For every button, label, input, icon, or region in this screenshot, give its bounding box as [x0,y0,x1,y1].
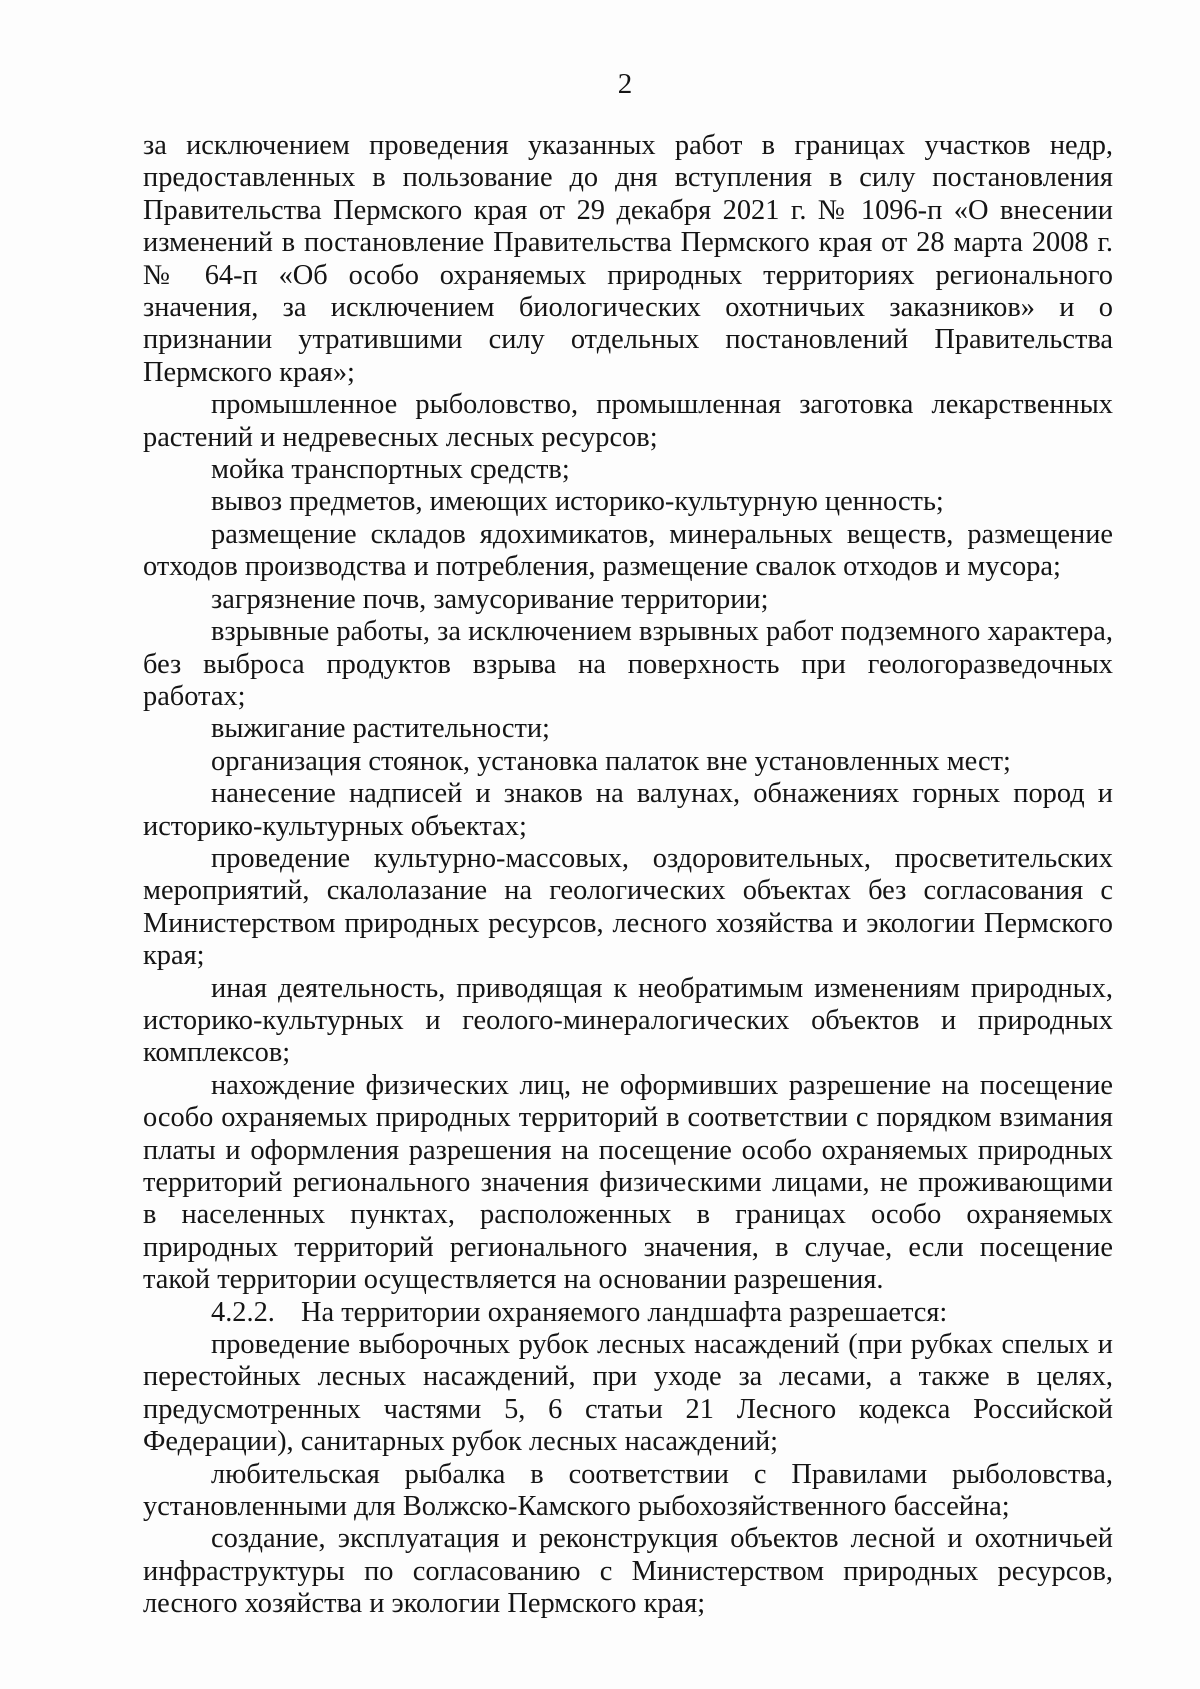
paragraph-camping: организация стоянок, установка палаток вне установленных мест; [211,745,1011,777]
paragraph-visitor-permits: нахождение физических лиц, не оформивших разрешение на посещение особо охраняемых природных территорий в соответствии с порядком взимания платы и оформления разрешения на посещение особо охраняемых природных территорий регионального значения физическими лицами, не проживающими в населенных пунктах, расположенных в границах особо охраняемых природных территорий регионального значения, в случае, если посещение такой территории осуществляется на основании разрешения. [143,1069,1113,1296]
clause-number: 4.2.2. [211,1296,275,1328]
paragraph-burning: выжигание растительности; [211,713,550,745]
clause-heading [143,1297,1113,1329]
page-number: 2 [617,68,633,100]
paragraph-vehicle-washing: мойка транспортных средств; [211,454,570,486]
paragraph-other-activity: иная деятельность, приводящая к необратимым изменениям природных, историко-культурных и геолого-минералогических объектов и природных комплексов; [143,972,1113,1069]
paragraph-blasting: взрывные работы, за исключением взрывных работ подземного характера, без выброса продуктов взрыва на поверхность при геологоразведочных работах; [143,616,1113,712]
paragraph-waste-storage: размещение складов ядохимикатов, минеральных веществ, размещение отходов производства и потребления, размещение свалок отходов и мусора; [143,518,1113,583]
paragraph-industrial-fishing: промышленное рыболовство, промышленная заготовка лекарственных растений и недревесных лесных ресурсов; [143,389,1113,453]
paragraph-soil-pollution: загрязнение почв, замусоривание территории; [211,583,769,615]
paragraph-inscriptions: нанесение надписей и знаков на валунах, обнажениях горных пород и историко-культурных объектах; [143,778,1113,842]
document-body [143,130,1113,1621]
paragraph-amateur-fishing: любительская рыбалка в соответствии с Правилами рыболовства, установленными для Волжско-Камского рыбохозяйственного бассейна; [143,1458,1113,1523]
paragraph-artifact-removal: вывоз предметов, имеющих историко-культурную ценность; [211,486,944,518]
clause-text: На территории охраняемого ландшафта разрешается: [301,1296,948,1328]
paragraph-infrastructure: создание, эксплуатация и реконструкция объектов лесной и охотничьей инфраструктуры по согласованию с Министерством природных ресурсов, лесного хозяйства и экологии Пермского края; [143,1523,1113,1620]
paragraph-exceptions: за исключением проведения указанных работ в границах участков недр, предоставленных в пользование до дня вступления в силу постановления Правительства Пермского края от 29 декабря 2021 г. № 1096-п «О внесении изменений в постановление Правительства Пермского края от 28 марта 2008 г. № 64-п «Об особо охраняемых природных территориях регионального значения, за исключением биологических охотничьих заказников» и о признании утратившими силу отдельных постановлений Правительства Пермского края»; [143,130,1113,388]
paragraph-mass-events: проведение культурно-массовых, оздоровительных, просветительских мероприятий, скалолазание на геологических объектах без согласования с Министерством природных ресурсов, лесного хозяйства и экологии Пермского края; [143,842,1113,972]
paragraph-selective-logging: проведение выборочных рубок лесных насаждений (при рубках спелых и перестойных лесных насаждений, при уходе за лесами, а также в целях, предусмотренных частями 5, 6 статьи 21 Лесного кодекса Российской Федерации), санитарных рубок лесных насаждений; [143,1329,1113,1458]
